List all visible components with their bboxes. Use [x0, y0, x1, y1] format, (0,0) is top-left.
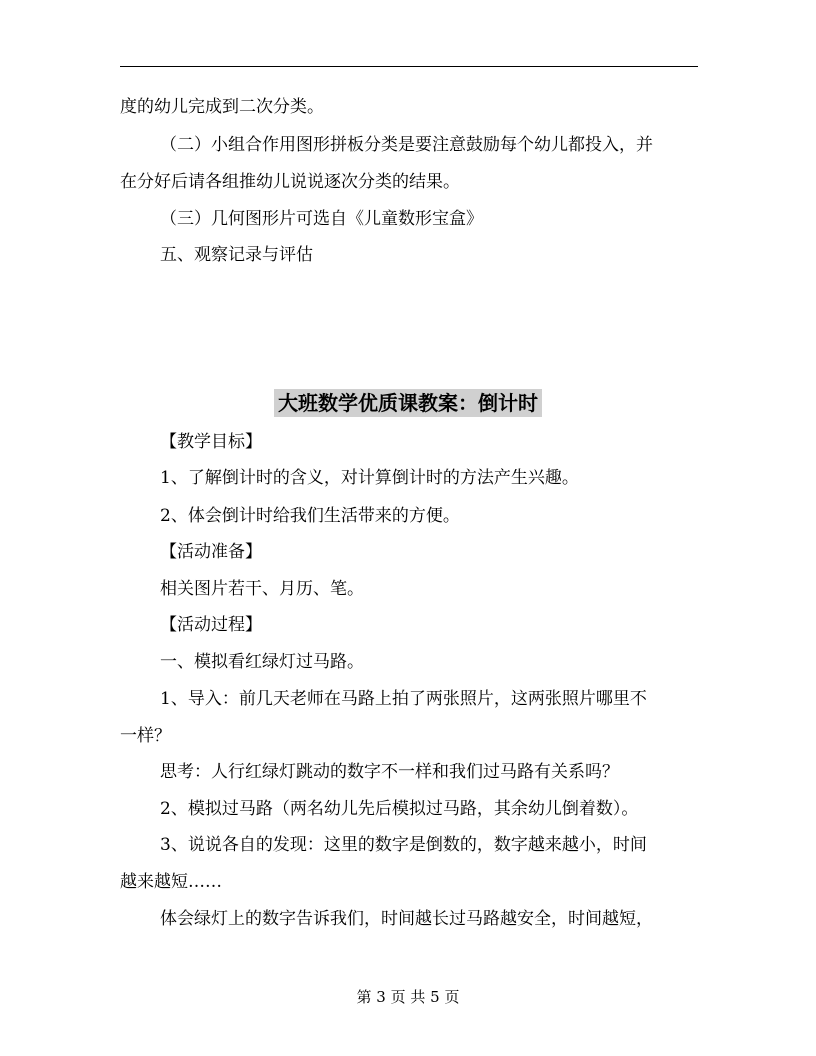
paragraph-line: 体会绿灯上的数字告诉我们，时间越长过马路越安全，时间越短， — [160, 909, 653, 929]
section-prep-heading: 【活动准备】 — [160, 542, 262, 562]
page-indicator: 第 3 页 共 5 页 — [356, 988, 460, 1006]
header-rule — [120, 66, 698, 67]
process-step: 一、模拟看红绿灯过马路。 — [160, 652, 364, 672]
process-item: 1、导入：前几天老师在马路上拍了两张照片，这两张照片哪里不 — [160, 689, 647, 709]
lesson-title — [0, 389, 816, 417]
goal-item: 2、体会倒计时给我们生活带来的方便。 — [160, 506, 460, 526]
prep-text: 相关图片若干、月历、笔。 — [160, 579, 364, 599]
paragraph-line: 度的幼儿完成到二次分类。 — [120, 97, 324, 117]
section-process-heading: 【活动过程】 — [160, 615, 262, 635]
section-heading: 五、观察记录与评估 — [160, 245, 313, 265]
paragraph-line: 在分好后请各组推幼儿说说逐次分类的结果。 — [120, 172, 460, 192]
process-item: 2、模拟过马路（两名幼儿先后模拟过马路，其余幼儿倒着数）。 — [160, 799, 639, 819]
process-item-continued: 一样？ — [120, 726, 171, 746]
paragraph-line: （三）几何图形片可选自《儿童数形宝盒》 — [160, 209, 483, 229]
paragraph-line: （二）小组合作用图形拼板分类是要注意鼓励每个幼儿都投入，并 — [160, 135, 653, 155]
section-goal-heading: 【教学目标】 — [160, 432, 262, 452]
process-think: 思考：人行红绿灯跳动的数字不一样和我们过马路有关系吗？ — [160, 762, 619, 782]
lesson-title-text: 大班数学优质课教案：倒计时 — [274, 389, 542, 417]
process-item: 3、说说各自的发现：这里的数字是倒数的，数字越来越小，时间 — [160, 835, 647, 855]
process-item-continued: 越来越短…… — [120, 872, 222, 892]
goal-item: 1、了解倒计时的含义，对计算倒计时的方法产生兴趣。 — [160, 468, 579, 488]
